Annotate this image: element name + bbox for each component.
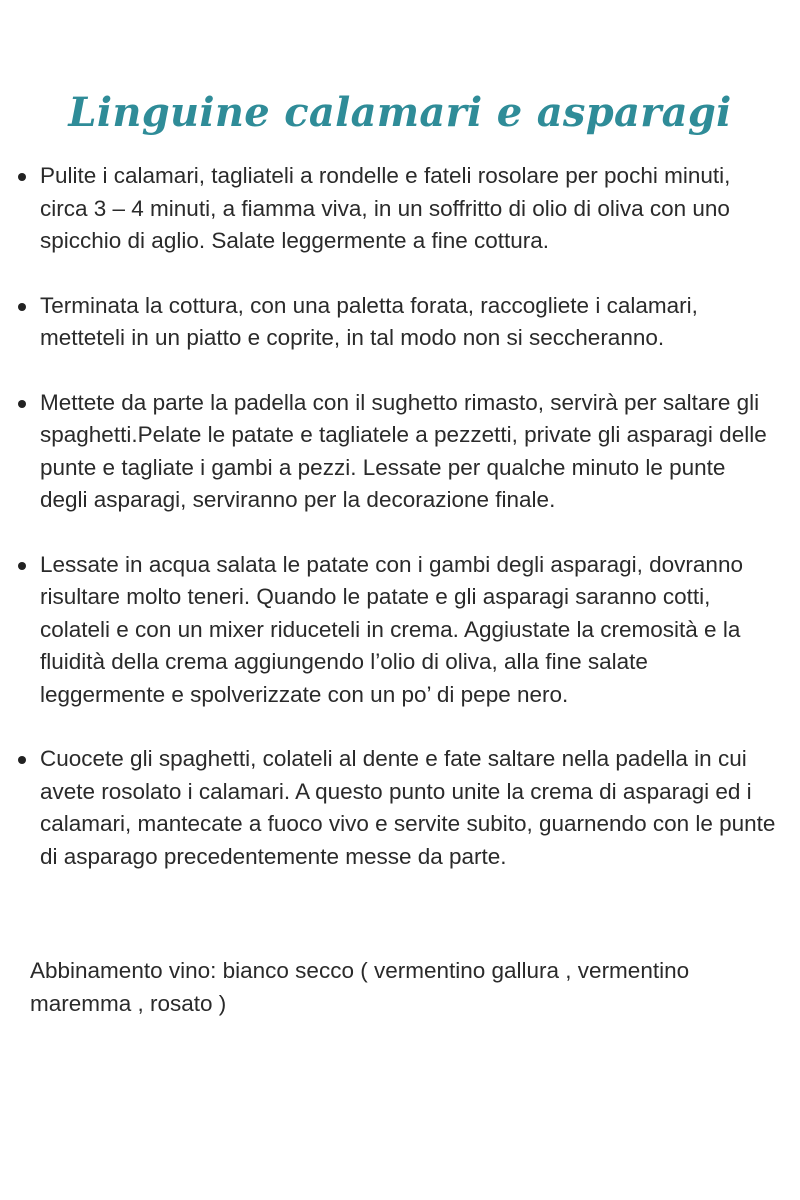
recipe-step-text: Cuocete gli spaghetti, colateli al dente e fate saltare nella padella in cui avete rosolato i calamari. A questo punto unite la crema di asparagi ed i calamari, mantecate a fuoco vivo e servite subito, guarnendo con le punte di asparago precedentemente messe da parte. xyxy=(40,746,776,869)
wine-pairing: Abbinamento vino: bianco secco ( vermentino gallura , vermentino maremma , rosato ) xyxy=(30,958,690,1016)
recipe-step xyxy=(0,290,800,355)
bullet-icon xyxy=(18,173,26,181)
recipe-title: Linguine calamari e asparagi xyxy=(68,88,732,136)
bullet-icon xyxy=(18,562,26,570)
recipe-steps-list xyxy=(0,160,800,905)
recipe-step xyxy=(0,160,800,258)
recipe-step xyxy=(0,387,800,517)
recipe-step-text: Mettete da parte la padella con il sughetto rimasto, servirà per saltare gli spaghetti.Pelate le patate e tagliatele a pezzetti, private gli asparagi delle punte e tagliate i gambi a pezzi. Lessate per qualche minuto le punte degli asparagi, serviranno per la decorazione finale. xyxy=(40,389,767,512)
bullet-icon xyxy=(18,756,26,764)
recipe-step-text: Terminata la cottura, con una paletta forata, raccogliete i calamari, metteteli in un piatto e coprite, in tal modo non si seccheranno. xyxy=(40,292,698,350)
recipe-step xyxy=(0,549,800,712)
recipe-step xyxy=(0,743,800,873)
bullet-icon xyxy=(18,303,26,311)
bullet-icon xyxy=(18,400,26,408)
recipe-step-text: Pulite i calamari, tagliateli a rondelle e fateli rosolare per pochi minuti, circa 3 – 4 minuti, a fiamma viva, in un soffritto di olio di oliva con uno spicchio di aglio. Salate leggermente a fine cottura. xyxy=(40,163,731,253)
recipe-step-text: Lessate in acqua salata le patate con i gambi degli asparagi, dovranno risultare molto teneri. Quando le patate e gli asparagi saranno cotti, colateli e con un mixer riduceteli in crema. Aggiustate la cremosità e la fluidità della crema aggiungendo l’olio di oliva, alla fine salate leggermente e spolverizzate con un po’ di pepe nero. xyxy=(40,551,743,707)
